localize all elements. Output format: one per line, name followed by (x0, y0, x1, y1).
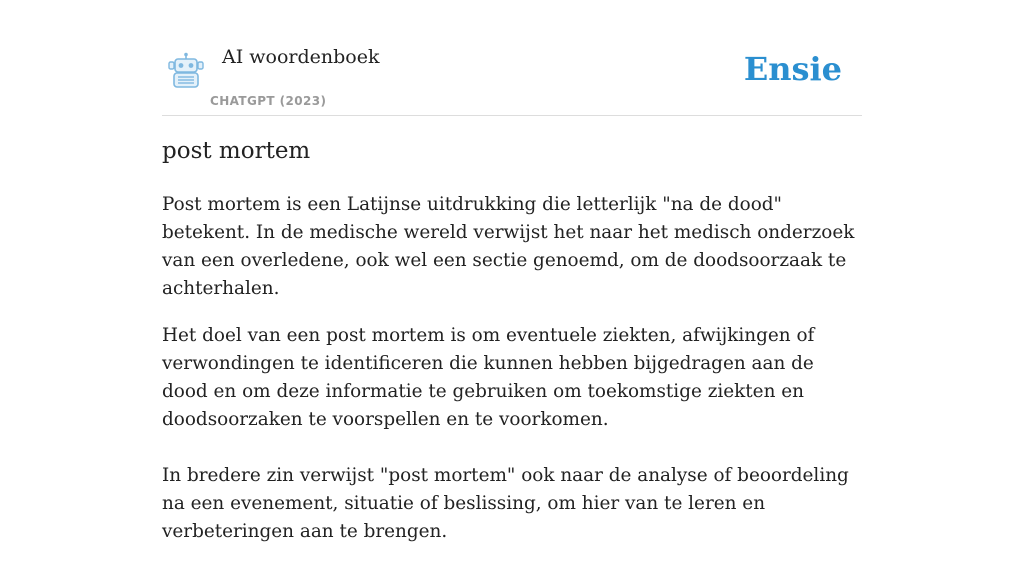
ensie-logo-link[interactable]: Ensie (743, 50, 842, 88)
robot-icon (166, 52, 206, 90)
dictionary-name[interactable]: AI woordenboek (222, 46, 380, 68)
definition-paragraph: In bredere zin verwijst "post mortem" ook naar de analyse of beoordeling na een evenement, situatie of beslissing, om hier van te leren en verbeteringen aan te brengen. (162, 465, 849, 542)
dictionary-source: CHATGPT (2023) (210, 94, 327, 108)
definition-paragraph: Post mortem is een Latijnse uitdrukking die letterlijk "na de dood" betekent. In de medische wereld verwijst het naar het medisch onderzoek van een overledene, ook wel een sectie genoemd, om de doodsoorzaak te achterhalen. (162, 194, 855, 299)
entry-title: post mortem (162, 138, 311, 164)
entry-definition (162, 191, 862, 565)
definition-paragraph: Het doel van een post mortem is om eventuele ziekten, afwijkingen of verwondingen te identificeren die kunnen hebben bijgedragen aan de dood en om deze informatie te gebruiken om toekomstige ziekten en doodsoorzaken te voorspellen en te voorkomen. (162, 325, 815, 430)
page-header (162, 40, 862, 116)
